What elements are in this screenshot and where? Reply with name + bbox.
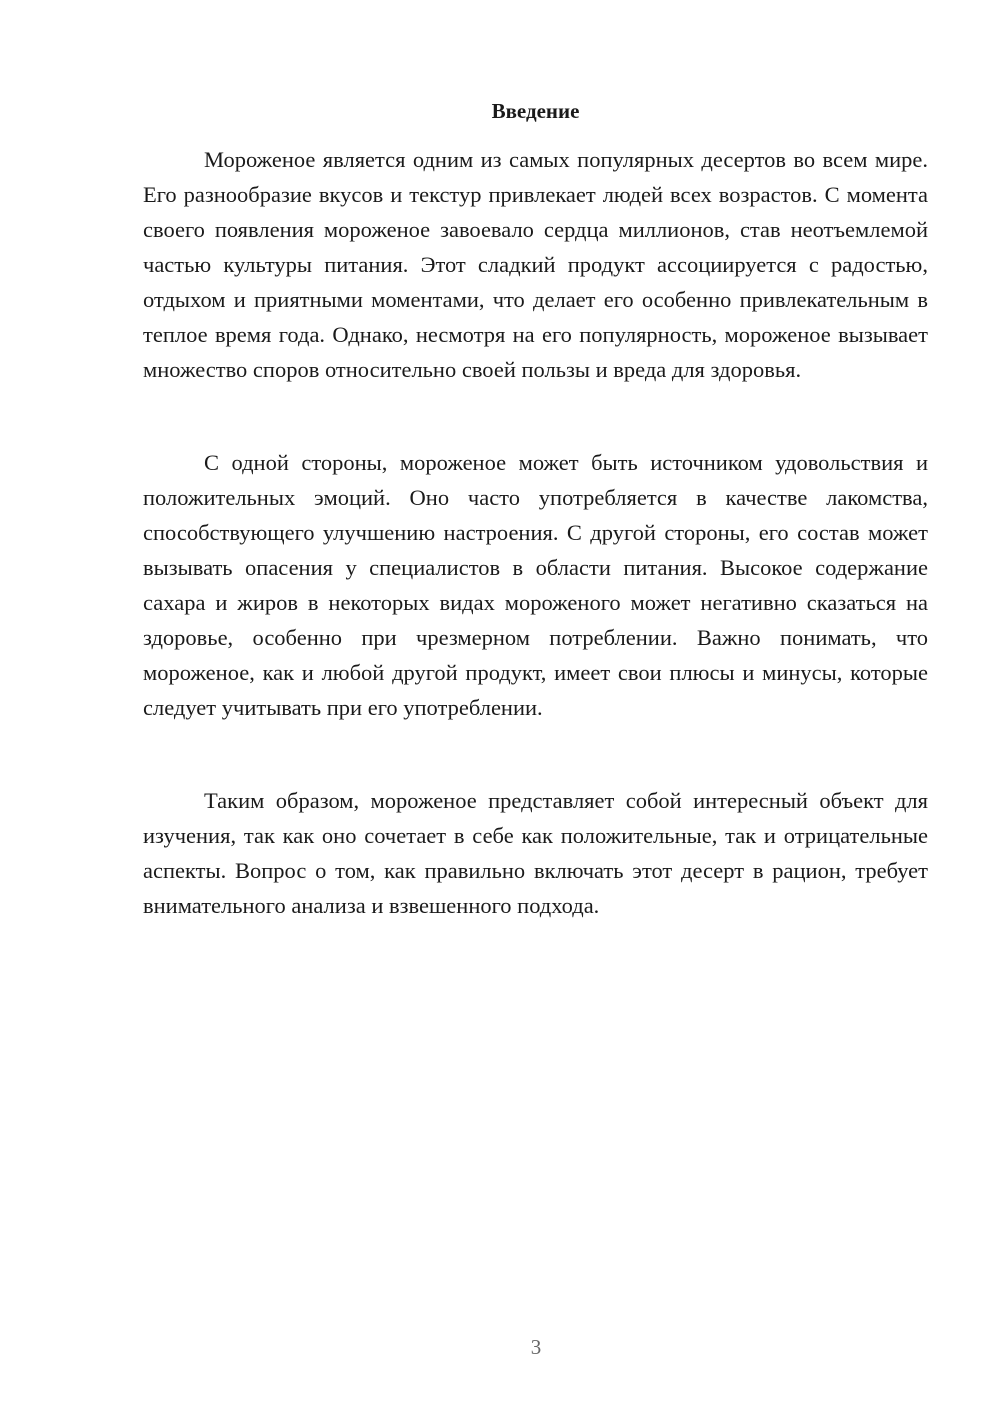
- paragraph: Таким образом, мороженое представляет собой интересный объект для изучения, так как оно сочетает в себе как положительные, так и отрицательные аспекты. Вопрос о том, как правильно включать этот десерт в рацион, требует внимательного анализа и взвешенного подхода.: [143, 788, 928, 918]
- paragraph: Мороженое является одним из самых популярных десертов во всем мире. Его разнообразие вкусов и текстур привлекает людей всех возрастов. С момента своего появления мороженое завоевало сердца миллионов, став неотъемлемой частью культуры питания. Этот сладкий продукт ассоциируется с радостью, отдыхом и приятными моментами, что делает его особенно привлекательным в теплое время года. Однако, несмотря на его популярность, мороженое вызывает множество споров относительно своей пользы и вреда для здоровья.: [143, 147, 928, 382]
- page-number: 3: [530, 1335, 542, 1359]
- section-heading: Введение: [491, 99, 580, 123]
- paragraph: С одной стороны, мороженое может быть источником удовольствия и положительных эмоций. Оно часто употребляется в качестве лакомства, способствующего улучшению настроения. С другой стороны, его состав может вызывать опасения у специалистов в области питания. Высокое содержание сахара и жиров в некоторых видах мороженого может негативно сказаться на здоровье, особенно при чрезмерном потреблении. Важно понимать, что мороженое, как и любой другой продукт, имеет свои плюсы и минусы, которые следует учитывать при его употреблении.: [143, 450, 928, 720]
